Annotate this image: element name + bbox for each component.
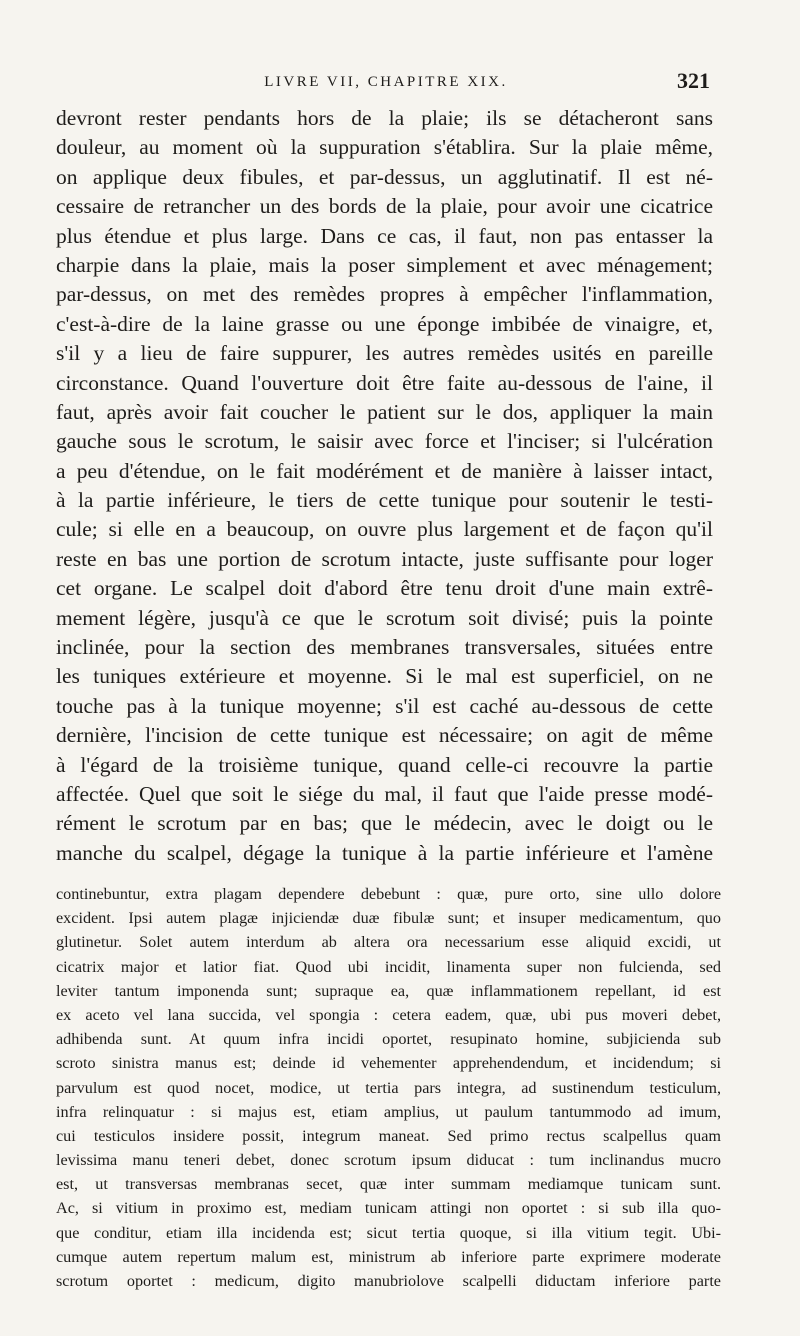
text-line: excident. Ipsi autem plagæ injiciendæ duæ fibulæ sunt; et insuper medicamentum, quo (56, 909, 721, 928)
text-line: c'est-à-dire de la laine grasse ou une éponge imbibée de vinaigre, et, (56, 311, 713, 336)
text-line: dernière, l'incision de cette tunique est nécessaire; on agit de même (56, 723, 713, 748)
text-line: faut, après avoir fait coucher le patient sur le dos, appliquer la main (56, 399, 713, 424)
text-line: adhibenda sunt. At quum infra incidi oportet, resupinato homine, subjicienda sub (56, 1030, 721, 1049)
text-line: affectée. Quel que soit le siége du mal, il faut que l'aide presse modé- (56, 781, 713, 806)
text-line: cui testiculos insidere possit, integrum maneat. Sed primo rectus scalpellus quam (56, 1126, 721, 1145)
text-line: Ac, si vitium in proximo est, mediam tunicam attingi non oportet : si sub illa quo- (56, 1199, 721, 1218)
text-line: cumque autem repertum malum est, ministrum ab inferiore parte exprimere moderate (56, 1247, 721, 1266)
text-line: cessaire de retrancher un des bords de la plaie, pour avoir une cicatrice (56, 194, 713, 219)
text-line: devront rester pendants hors de la plaie; ils se détacheront sans (56, 106, 713, 130)
text-line: glutinetur. Solet autem interdum ab altera ora necessarium esse aliquid excidi, ut (56, 933, 721, 952)
text-line: leviter tantum imponenda sunt; supraque ea, quæ inflammationem repellant, id est (56, 981, 721, 1000)
text-line: a peu d'étendue, on le fait modérément et de manière à laisser intact, (56, 458, 713, 483)
text-line: les tuniques extérieure et moyenne. Si le mal est superficiel, on ne (56, 664, 713, 689)
text-line: par-dessus, on met des remèdes propres à empêcher l'inflammation, (56, 282, 713, 307)
text-line: continebuntur, extra plagam dependere debebunt : quæ, pure orto, sine ullo dolore (56, 885, 721, 903)
text-line: levissima manu teneri debet, donec scrotum ipsum diducat : tum inclinandus mucro (56, 1151, 721, 1170)
running-head: LIVRE VII, CHAPITRE XIX. (264, 74, 508, 90)
text-line: cule; si elle en a beaucoup, on ouvre plus largement et de façon qu'il (56, 517, 713, 542)
text-line: cet organe. Le scalpel doit d'abord être tenu droit d'une main extrê- (56, 576, 713, 601)
latin-original-text (56, 882, 721, 1293)
text-line: parvulum est quod nocet, modice, ut tertia pars integra, ad sustinendum testiculum, (56, 1078, 721, 1097)
text-line: s'il y a lieu de faire suppurer, les autres remèdes usités en pareille (56, 341, 713, 366)
text-line: scroto sinistra manus est; deinde id vehementer apprehendendum, et incidendum; si (56, 1054, 721, 1073)
text-line: plus étendue et plus large. Dans ce cas, il faut, non pas entasser la (56, 223, 713, 248)
text-line: touche pas à la tunique moyenne; s'il est caché au-dessous de cette (56, 693, 713, 718)
page-number: 321 (677, 68, 710, 93)
text-line: que conditur, etiam illa incidenda est; sicut tertia quoque, si illa vitium tegit. Ubi- (56, 1223, 721, 1242)
french-translation-text (56, 104, 713, 868)
text-line: charpie dans la plaie, mais la poser simplement et avec ménagement; (56, 252, 713, 277)
text-line: ex aceto vel lana succida, vel spongia : cetera eadem, quæ, ubi pus moveri debet, (56, 1005, 721, 1024)
text-line: à la partie inférieure, le tiers de cette tunique pour soutenir le testi- (56, 488, 713, 513)
text-line: mement légère, jusqu'à ce que le scrotum soit divisé; puis la pointe (56, 605, 713, 630)
text-line: rément le scrotum par en bas; que le médecin, avec le doigt ou le (56, 811, 713, 836)
text-line: scrotum oportet : medicum, digito manubriolove scalpelli diductam inferiore parte (56, 1272, 721, 1290)
text-line: douleur, au moment où la suppuration s'établira. Sur la plaie même, (56, 135, 713, 160)
text-line: infra relinquatur : si majus est, etiam amplius, ut paulum tantummodo ad imum, (56, 1102, 721, 1121)
text-line: cicatrix major et latior fiat. Quod ubi incidit, linamenta super non fulcienda, sed (56, 957, 721, 976)
text-line: à l'égard de la troisième tunique, quand celle-ci recouvre la partie (56, 752, 713, 777)
text-line: manche du scalpel, dégage la tunique à la partie inférieure et l'amène (56, 840, 713, 865)
text-line: inclinée, pour la section des membranes transversales, situées entre (56, 635, 713, 660)
text-line: gauche sous le scrotum, le saisir avec force et l'inciser; si l'ulcération (56, 429, 713, 454)
text-line: on applique deux fibules, et par-dessus, un agglutinatif. Il est né- (56, 164, 713, 189)
text-line: reste en bas une portion de scrotum intacte, juste suffisante pour loger (56, 546, 713, 571)
text-line: est, ut transversas membranas secet, quæ inter summam mediamque tunicam sunt. (56, 1175, 721, 1194)
text-line: circonstance. Quand l'ouverture doit être faite au-dessous de l'aine, il (56, 370, 713, 395)
